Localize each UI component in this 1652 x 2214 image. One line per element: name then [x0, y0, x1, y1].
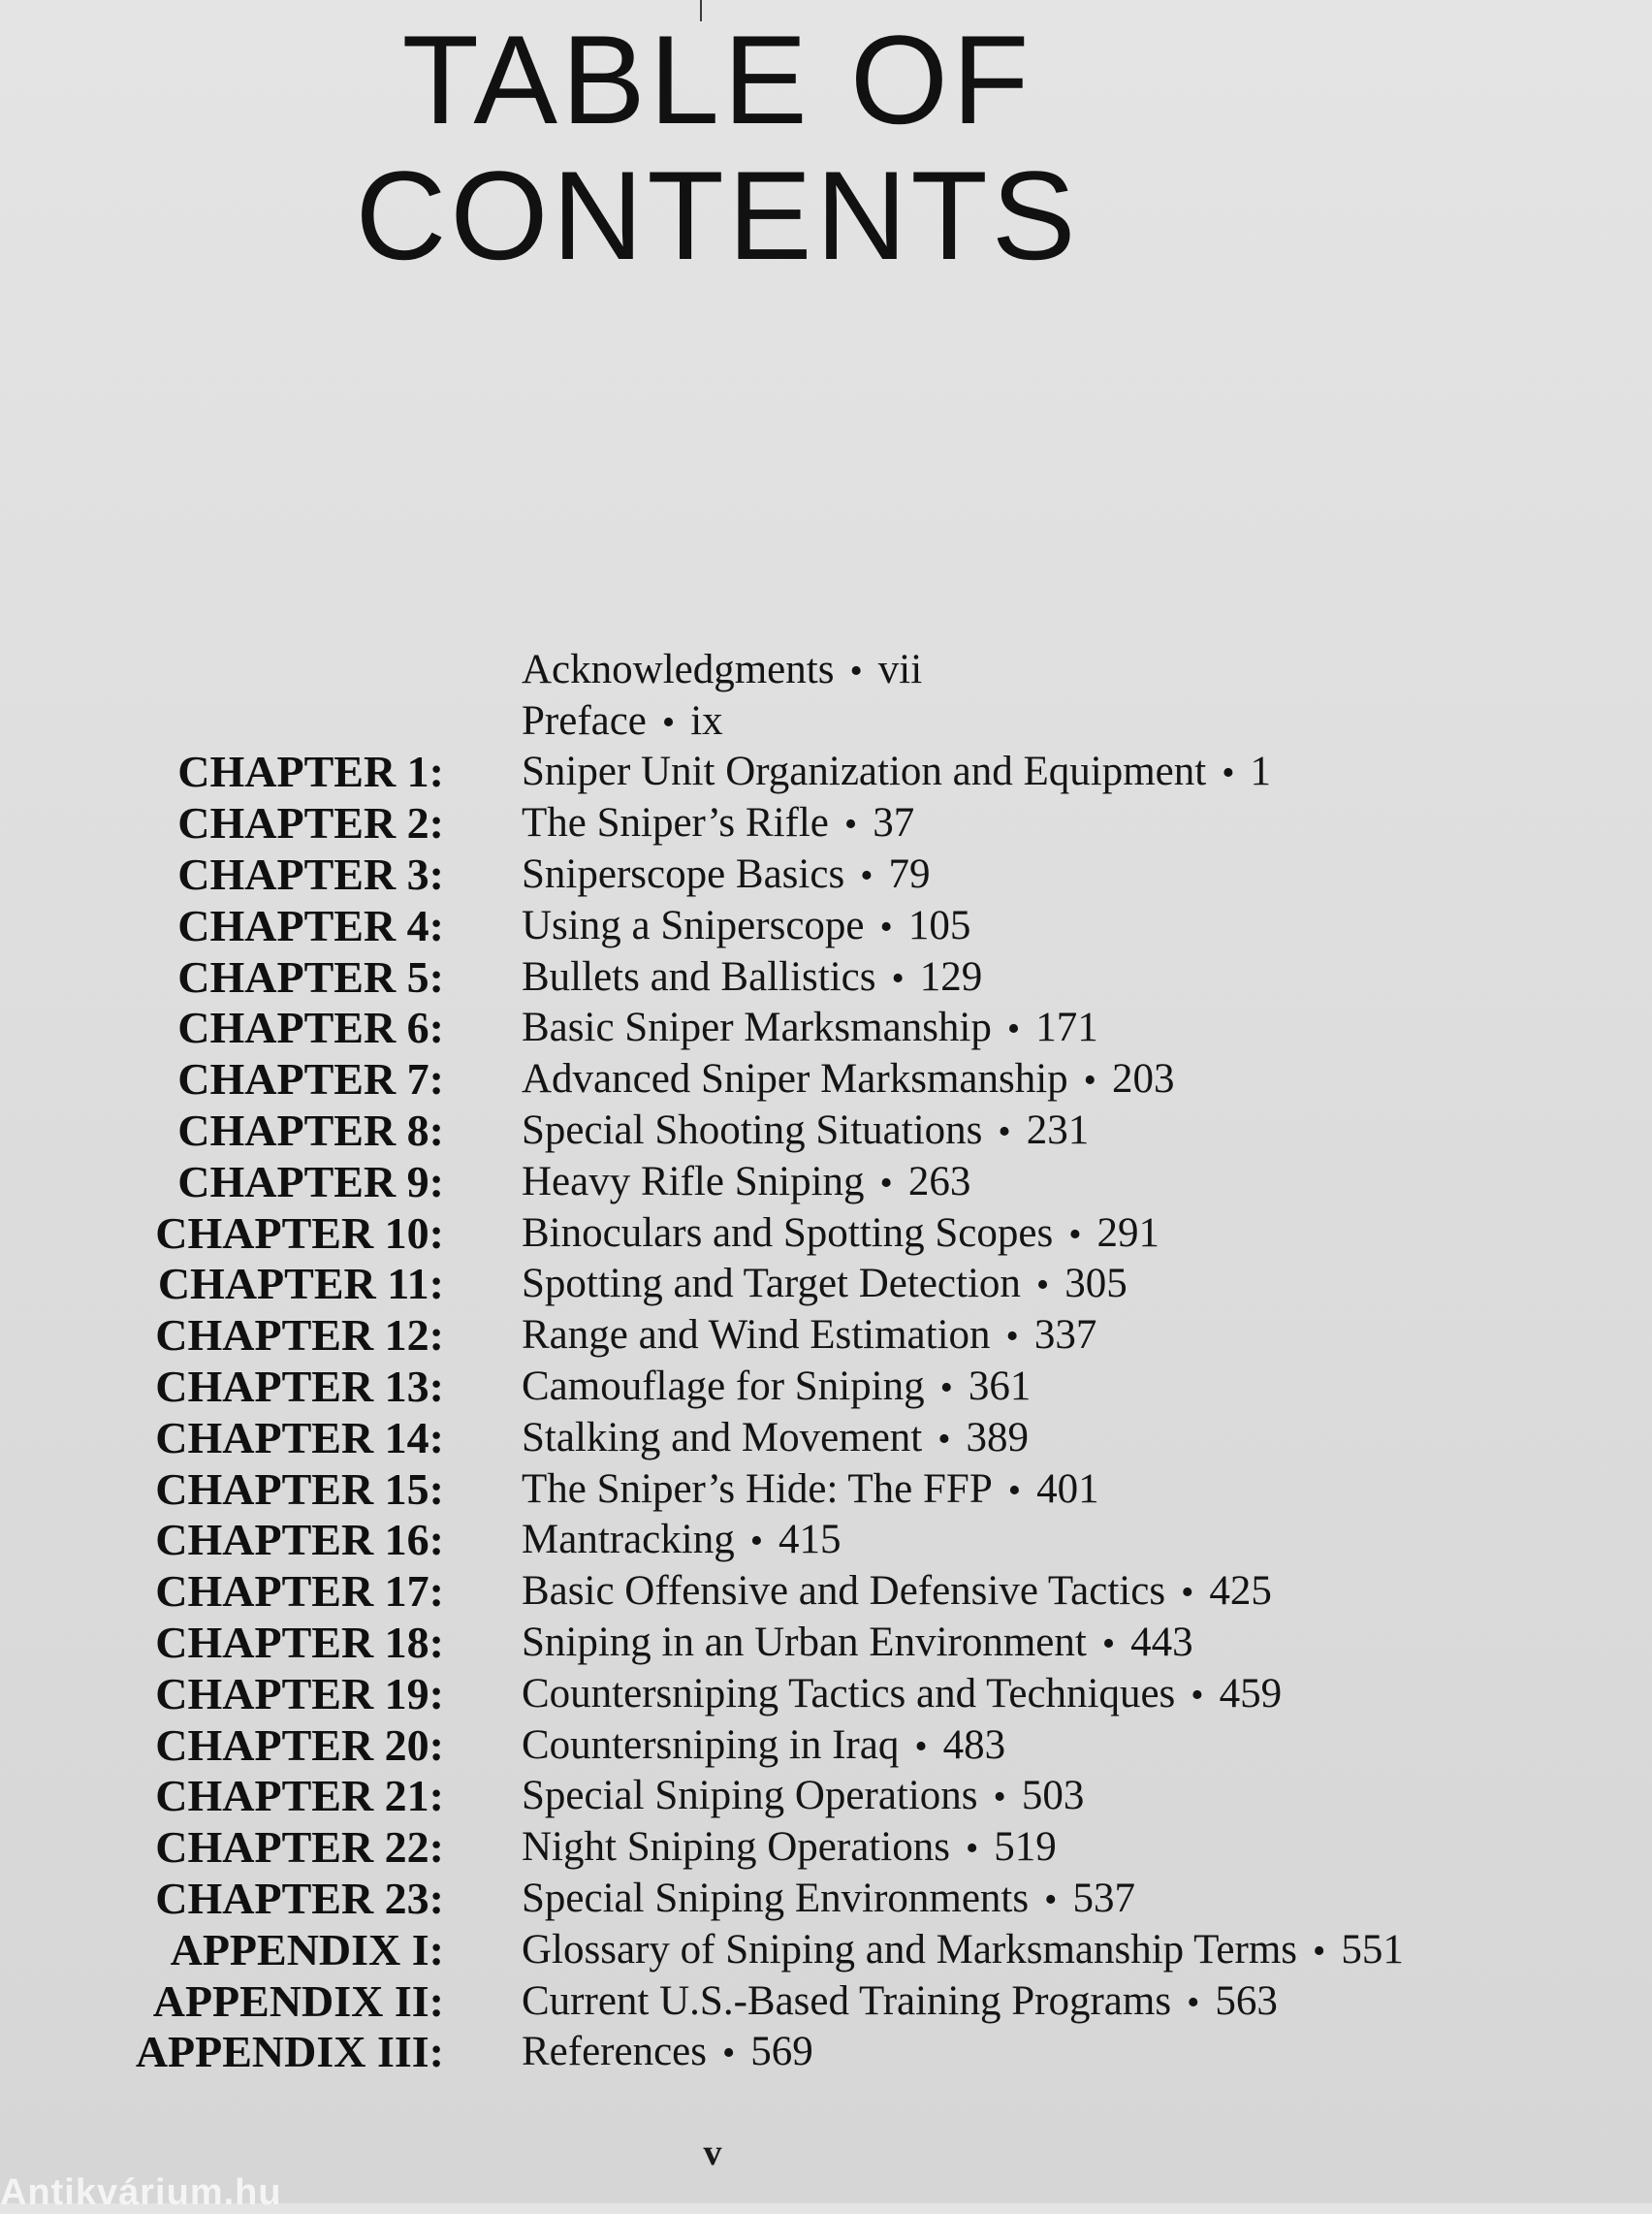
toc-page-number: 401: [1036, 1465, 1099, 1512]
bullet-separator: •: [1101, 1623, 1116, 1665]
toc-title: Binoculars and Spotting Scopes: [522, 1209, 1054, 1256]
toc-label: CHAPTER 22:: [155, 1822, 444, 1873]
toc-row: [0, 1668, 1652, 1719]
toc-label: CHAPTER 11:: [157, 1259, 444, 1309]
bullet-separator: •: [1222, 753, 1235, 794]
toc-page-number: 563: [1215, 1977, 1278, 2024]
toc-row: [0, 644, 1652, 695]
toc-label: APPENDIX III:: [135, 2027, 444, 2077]
toc-title: Range and Wind Estimation: [522, 1312, 991, 1359]
toc-page-number: 569: [750, 2029, 813, 2075]
toc-page-number: 171: [1035, 1005, 1098, 1051]
bullet-separator: •: [1005, 1316, 1019, 1358]
toc-row: [0, 849, 1652, 900]
toc-row: [0, 900, 1652, 951]
toc-page-number: ix: [690, 697, 723, 744]
toc-page-number: vii: [877, 646, 923, 692]
toc-page-number: 231: [1026, 1107, 1090, 1154]
toc-entry: [522, 1823, 1057, 1871]
bullet-separator: •: [849, 650, 863, 691]
toc-page-number: 79: [888, 851, 931, 898]
bullet-separator: •: [879, 1162, 893, 1203]
toc-page-number: 37: [873, 800, 915, 847]
toc-title: Advanced Sniper Marksmanship: [522, 1056, 1068, 1103]
bullet-separator: •: [661, 701, 676, 743]
toc-entry: [522, 1055, 1174, 1103]
toc-row: [0, 1309, 1652, 1361]
toc-page-number: 537: [1072, 1876, 1135, 1922]
toc-title: Heavy Rifle Sniping: [522, 1158, 865, 1204]
toc-label: CHAPTER 15:: [155, 1463, 444, 1514]
toc-entry: [522, 1107, 1089, 1154]
toc-label: CHAPTER 21:: [155, 1771, 444, 1821]
toc-entry: [522, 902, 970, 949]
toc-entry: [522, 1875, 1135, 1922]
toc-row: [0, 1771, 1652, 1822]
toc-entry: [522, 1158, 970, 1205]
toc-label: CHAPTER 14:: [155, 1412, 444, 1462]
toc-row: [0, 1412, 1652, 1463]
toc-title: Special Sniping Operations: [522, 1773, 978, 1819]
toc-title: References: [522, 2029, 707, 2075]
toc-page-number: 337: [1033, 1312, 1097, 1359]
toc-label: CHAPTER 20:: [155, 1719, 444, 1770]
bullet-separator: •: [879, 906, 893, 947]
bullet-separator: •: [937, 1418, 951, 1460]
bullet-separator: •: [843, 804, 858, 846]
toc-title: Countersniping Tactics and Techniques: [522, 1670, 1176, 1717]
toc-entry: [522, 1670, 1282, 1717]
toc-label: CHAPTER 12:: [155, 1310, 444, 1361]
toc-row: [0, 695, 1652, 747]
toc-row: [0, 1617, 1652, 1668]
toc-label: CHAPTER 18:: [155, 1618, 444, 1668]
toc-page-number: 105: [907, 902, 971, 948]
toc-entry: [522, 799, 914, 847]
toc-page-number: 483: [942, 1721, 1006, 1768]
toc-title: Basic Sniper Marksmanship: [522, 1005, 992, 1051]
toc-row: [0, 1719, 1652, 1771]
bullet-separator: •: [1007, 1469, 1022, 1511]
toc-title: The Sniper’s Hide: The FFP: [522, 1465, 993, 1512]
bullet-separator: •: [998, 1111, 1011, 1153]
toc-row: [0, 951, 1652, 1003]
toc-entry: [522, 2028, 813, 2075]
toc-row: [0, 2027, 1652, 2078]
toc-entry: [522, 1363, 1031, 1410]
toc-page-number: 1: [1250, 749, 1271, 795]
toc-entry: [522, 1619, 1193, 1666]
toc-entry: [522, 1772, 1084, 1819]
toc-row: [0, 1821, 1652, 1873]
bullet-separator: •: [939, 1367, 953, 1409]
toc-title: Night Sniping Operations: [522, 1824, 950, 1871]
toc-title: The Sniper’s Rifle: [522, 800, 829, 847]
bullet-separator: •: [749, 1521, 764, 1562]
toc-label: CHAPTER 6:: [177, 1003, 444, 1053]
toc-title: Current U.S.-Based Training Programs: [522, 1977, 1172, 2024]
toc-label: CHAPTER 19:: [155, 1668, 444, 1718]
toc-page-number: 291: [1096, 1209, 1160, 1256]
bullet-separator: •: [1006, 1009, 1021, 1050]
toc-page-number: 443: [1130, 1620, 1193, 1666]
toc-entry: [522, 1260, 1128, 1307]
toc-row: [0, 1924, 1652, 1975]
bullet-separator: •: [1083, 1060, 1096, 1102]
toc-title: Basic Offensive and Defensive Tactics: [522, 1568, 1166, 1615]
toc-label: CHAPTER 17:: [155, 1566, 444, 1617]
toc-row: [0, 1156, 1652, 1207]
toc-title: Countersniping in Iraq: [522, 1721, 900, 1768]
toc-title: Acknowledgments: [522, 646, 835, 692]
toc-page-number: 203: [1111, 1056, 1175, 1103]
toc-row: [0, 1515, 1652, 1566]
bullet-separator: •: [1044, 1879, 1058, 1921]
toc-title: Sniperscope Basics: [522, 851, 845, 898]
toc-title: Mantracking: [522, 1517, 735, 1563]
toc-label: CHAPTER 4:: [177, 900, 444, 950]
bullet-separator: •: [965, 1828, 979, 1870]
toc-title: Glossary of Sniping and Marksmanship Terms: [522, 1926, 1297, 1973]
toc-title: Special Sniping Environments: [522, 1876, 1030, 1922]
toc-page-number: 503: [1021, 1773, 1085, 1819]
toc-row: [0, 1053, 1652, 1105]
toc-title: Special Shooting Situations: [522, 1107, 983, 1154]
toc-title: Preface: [522, 697, 647, 744]
toc-row: [0, 1565, 1652, 1617]
toc-page-number: 551: [1341, 1926, 1404, 1973]
toc-label: APPENDIX I:: [170, 1924, 444, 1974]
bullet-separator: •: [993, 1777, 1006, 1818]
toc-row: [0, 797, 1652, 849]
toc-entry: [522, 1004, 1098, 1051]
toc-page-number: 415: [778, 1517, 842, 1563]
toc-page-number: 305: [1064, 1261, 1128, 1307]
title-line-2: CONTENTS: [355, 144, 1080, 286]
bullet-separator: •: [891, 957, 905, 999]
bullet-separator: •: [1187, 1981, 1200, 2023]
toc-label: CHAPTER 3:: [177, 850, 444, 900]
toc-title: Stalking and Movement: [522, 1414, 923, 1460]
toc-row: [0, 1207, 1652, 1259]
toc-row: [0, 1873, 1652, 1924]
bullet-separator: •: [860, 855, 874, 897]
toc-entry: [522, 1209, 1160, 1257]
toc-label: CHAPTER 1:: [177, 747, 444, 797]
toc-label: CHAPTER 8:: [177, 1106, 444, 1156]
bullet-separator: •: [1035, 1265, 1050, 1306]
toc-page-number: 389: [966, 1414, 1030, 1460]
toc-label: CHAPTER 9:: [177, 1156, 444, 1206]
toc-entry: [522, 748, 1271, 795]
toc-entry: [522, 1721, 1005, 1769]
toc-title: Camouflage for Sniping: [522, 1364, 925, 1410]
toc-entry: [522, 1516, 842, 1563]
toc-entry: [522, 953, 982, 1001]
toc-entry: [522, 697, 723, 745]
toc-entry: [522, 1311, 1096, 1359]
bullet-separator: •: [1313, 1930, 1326, 1972]
bullet-separator: •: [1181, 1572, 1194, 1614]
bullet-separator: •: [1068, 1213, 1082, 1255]
bullet-separator: •: [1191, 1674, 1204, 1716]
toc-label: CHAPTER 10:: [155, 1207, 444, 1258]
toc-page-number: 263: [907, 1158, 971, 1204]
toc-entry: [522, 1465, 1099, 1513]
toc-entry: [522, 1977, 1278, 2025]
toc-label: CHAPTER 7:: [177, 1054, 444, 1105]
page-number: v: [703, 2133, 722, 2173]
table-of-contents: [0, 644, 1652, 2077]
toc-entry: [522, 646, 922, 693]
toc-title: Sniping in an Urban Environment: [522, 1620, 1087, 1666]
toc-title: Sniper Unit Organization and Equipment: [522, 749, 1207, 795]
toc-entry: [522, 1414, 1029, 1461]
bullet-separator: •: [721, 2033, 736, 2074]
toc-label: CHAPTER 16:: [155, 1515, 444, 1565]
toc-page-number: 361: [968, 1364, 1032, 1410]
toc-label: CHAPTER 5:: [177, 951, 444, 1002]
toc-page-number: 129: [919, 953, 983, 1000]
title-line-1: TABLE OF: [401, 9, 1033, 150]
toc-row: [0, 1259, 1652, 1310]
toc-page-number: 459: [1219, 1670, 1283, 1717]
page-title: [0, 9, 1435, 286]
toc-row: [0, 1975, 1652, 2027]
toc-entry: [522, 1567, 1272, 1615]
toc-row: [0, 1361, 1652, 1412]
toc-entry: [522, 850, 931, 898]
bullet-separator: •: [914, 1725, 928, 1767]
toc-title: Spotting and Target Detection: [522, 1261, 1021, 1307]
watermark: Antikvárium.hu: [0, 2172, 282, 2213]
toc-label: CHAPTER 2:: [177, 798, 444, 849]
toc-label: APPENDIX II:: [152, 1975, 444, 2026]
toc-row: [0, 1463, 1652, 1515]
toc-row: [0, 1105, 1652, 1156]
toc-page-number: 425: [1209, 1568, 1272, 1615]
toc-title: Bullets and Ballistics: [522, 953, 876, 1000]
toc-page-number: 519: [994, 1824, 1057, 1871]
toc-title: Using a Sniperscope: [522, 902, 865, 948]
toc-label: CHAPTER 13:: [155, 1362, 444, 1412]
toc-row: [0, 1003, 1652, 1054]
toc-entry: [522, 1926, 1404, 1973]
toc-label: CHAPTER 23:: [155, 1874, 444, 1924]
toc-row: [0, 747, 1652, 798]
